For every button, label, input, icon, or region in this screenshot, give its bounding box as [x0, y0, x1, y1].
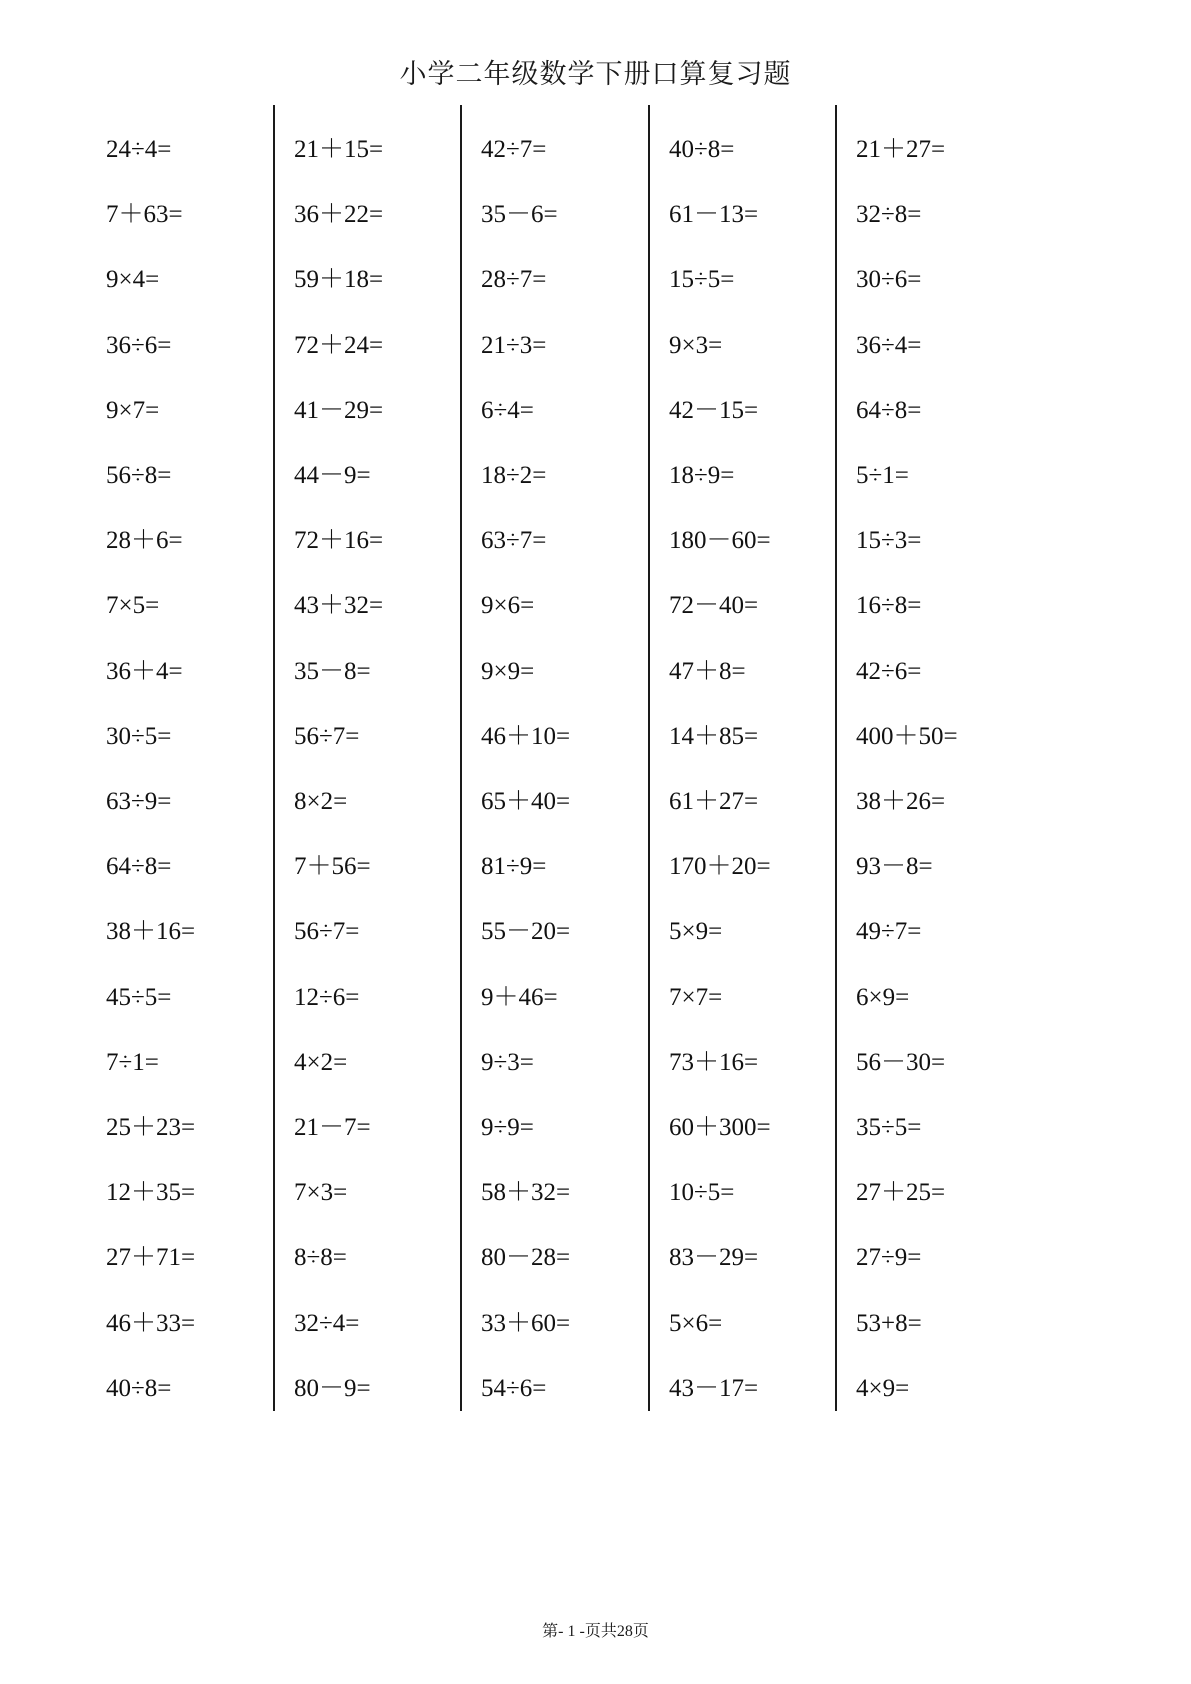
math-problem: 170＋20= — [669, 853, 771, 881]
column-divider — [460, 105, 462, 1411]
math-problem: 7＋63= — [106, 201, 183, 229]
math-problem: 45÷5= — [106, 983, 172, 1011]
column-divider — [648, 105, 650, 1411]
math-problem: 4×9= — [856, 1374, 910, 1402]
math-problem: 42－15= — [669, 396, 759, 424]
math-problem: 9×3= — [669, 331, 723, 359]
math-problem: 56－30= — [856, 1048, 946, 1076]
math-problem: 9×7= — [106, 396, 160, 424]
math-problem: 40÷8= — [106, 1374, 172, 1402]
math-problem: 9×9= — [481, 657, 535, 685]
math-problem: 55－20= — [481, 918, 571, 946]
math-problem: 83－29= — [669, 1244, 759, 1272]
math-problem: 24÷4= — [106, 136, 172, 163]
math-problem: 6÷4= — [481, 396, 534, 424]
math-problem: 21÷3= — [481, 331, 547, 359]
math-problem: 21－7= — [294, 1114, 371, 1141]
math-problem: 27÷9= — [856, 1244, 922, 1272]
math-problem: 47＋8= — [669, 657, 746, 685]
math-problem: 44－9= — [294, 462, 371, 489]
math-problem: 35－6= — [481, 201, 558, 229]
math-problem: 7×5= — [106, 592, 160, 620]
math-problem: 21＋15= — [294, 136, 384, 163]
math-problem: 72＋24= — [294, 331, 384, 359]
math-problem: 46＋10= — [481, 722, 571, 750]
math-problem: 400＋50= — [856, 722, 958, 750]
math-problem: 58＋32= — [481, 1179, 571, 1207]
math-problem: 38＋16= — [106, 918, 196, 946]
math-problem: 10÷5= — [669, 1179, 735, 1207]
math-problem: 9×4= — [106, 266, 160, 294]
math-problem: 8÷8= — [294, 1244, 347, 1272]
math-problem: 56÷7= — [294, 918, 360, 946]
math-problem: 4×2= — [294, 1048, 348, 1076]
math-problem: 65＋40= — [481, 788, 571, 815]
math-problem: 72－40= — [669, 592, 759, 620]
math-problem: 21＋27= — [856, 136, 946, 163]
math-problem: 42÷7= — [481, 136, 547, 163]
math-problem: 14＋85= — [669, 722, 759, 750]
math-problem: 42÷6= — [856, 657, 922, 685]
problem-grid — [0, 105, 1191, 1411]
math-problem: 5×9= — [669, 918, 723, 946]
math-problem: 63÷9= — [106, 788, 172, 815]
page-title: 小学二年级数学下册口算复习题 — [399, 59, 792, 91]
math-problem: 40÷8= — [669, 136, 735, 163]
math-problem: 16÷8= — [856, 592, 922, 620]
math-problem: 80－9= — [294, 1374, 371, 1402]
math-problem: 35－8= — [294, 657, 371, 685]
math-problem: 35÷5= — [856, 1114, 922, 1141]
math-problem: 61－13= — [669, 201, 759, 229]
math-problem: 81÷9= — [481, 853, 547, 881]
math-problem: 18÷2= — [481, 462, 547, 489]
math-problem: 46＋33= — [106, 1309, 196, 1337]
math-problem: 53+8= — [856, 1309, 922, 1337]
math-problem: 36＋22= — [294, 201, 384, 229]
math-problem: 9＋46= — [481, 983, 558, 1011]
math-problem: 30÷5= — [106, 722, 172, 750]
math-problem: 43＋32= — [294, 592, 384, 620]
math-problem: 33＋60= — [481, 1309, 571, 1337]
math-problem: 72＋16= — [294, 527, 384, 555]
math-problem: 38＋26= — [856, 788, 946, 815]
math-problem: 7×3= — [294, 1179, 348, 1207]
math-problem: 180－60= — [669, 527, 771, 555]
column-divider — [273, 105, 275, 1411]
math-problem: 32÷4= — [294, 1309, 360, 1337]
math-problem: 9×6= — [481, 592, 535, 620]
math-problem: 63÷7= — [481, 527, 547, 555]
math-problem: 28÷7= — [481, 266, 547, 294]
math-problem: 41－29= — [294, 396, 384, 424]
math-problem: 59＋18= — [294, 266, 384, 294]
math-problem: 7÷1= — [106, 1048, 159, 1076]
math-problem: 61＋27= — [669, 788, 759, 815]
math-problem: 5÷1= — [856, 462, 909, 489]
math-problem: 36＋4= — [106, 657, 183, 685]
math-problem: 15÷3= — [856, 527, 922, 555]
math-problem: 36÷6= — [106, 331, 172, 359]
column-divider — [835, 105, 837, 1411]
math-problem: 73＋16= — [669, 1048, 759, 1076]
math-problem: 49÷7= — [856, 918, 922, 946]
math-problem: 9÷3= — [481, 1048, 534, 1076]
math-problem: 93－8= — [856, 853, 933, 881]
math-problem: 56÷7= — [294, 722, 360, 750]
math-problem: 8×2= — [294, 788, 348, 815]
math-problem: 36÷4= — [856, 331, 922, 359]
math-problem: 27＋71= — [106, 1244, 196, 1272]
math-problem: 15÷5= — [669, 266, 735, 294]
math-problem: 5×6= — [669, 1309, 723, 1337]
math-problem: 27＋25= — [856, 1179, 946, 1207]
math-problem: 12＋35= — [106, 1179, 196, 1207]
math-problem: 30÷6= — [856, 266, 922, 294]
math-problem: 7×7= — [669, 983, 723, 1011]
math-problem: 7＋56= — [294, 853, 371, 881]
math-problem: 18÷9= — [669, 462, 735, 489]
math-problem: 60＋300= — [669, 1114, 771, 1141]
math-problem: 64÷8= — [856, 396, 922, 424]
math-problem: 28＋6= — [106, 527, 183, 555]
math-problem: 9÷9= — [481, 1114, 534, 1141]
math-problem: 25＋23= — [106, 1114, 196, 1141]
math-problem: 43－17= — [669, 1374, 759, 1402]
math-problem: 12÷6= — [294, 983, 360, 1011]
math-problem: 64÷8= — [106, 853, 172, 881]
page-footer: 第- 1 -页共28页 — [542, 1623, 649, 1640]
math-problem: 56÷8= — [106, 462, 172, 489]
math-problem: 80－28= — [481, 1244, 571, 1272]
math-problem: 54÷6= — [481, 1374, 547, 1402]
math-problem: 6×9= — [856, 983, 910, 1011]
math-problem: 32÷8= — [856, 201, 922, 229]
